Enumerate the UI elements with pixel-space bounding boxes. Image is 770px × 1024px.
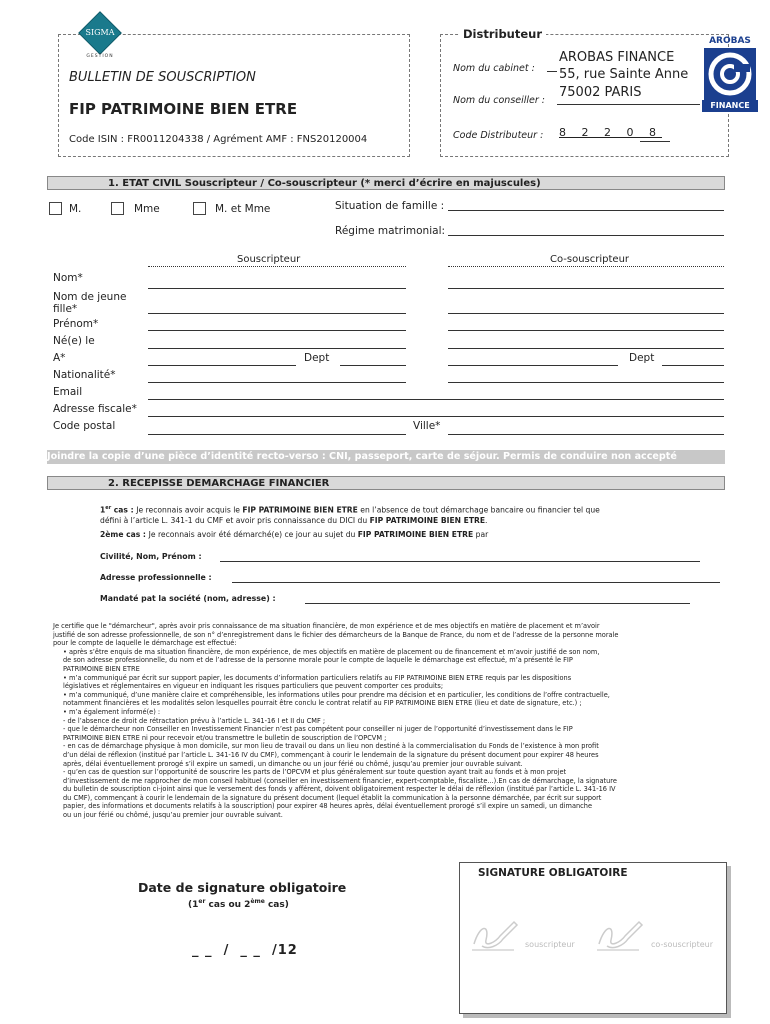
ville-line[interactable]: [448, 434, 724, 435]
prenom-souscripteur-line[interactable]: [148, 330, 406, 331]
a-souscripteur-line[interactable]: [148, 365, 296, 366]
distributor-address-3: 75002 PARIS: [559, 85, 642, 100]
code-distributeur-value[interactable]: 8 2 2 0 8: [559, 126, 662, 139]
date-signature-subtitle: [188, 898, 289, 910]
legal-line: d’investissement de me rapprocher de mon conseil habituel (conseiller en investissement financier, expert-comptable, fiscaliste...).En cas de démarchage, la signature: [63, 776, 617, 785]
date-sub-sup1: er: [198, 898, 206, 905]
dept-cosouscripteur-label: Dept: [629, 352, 655, 364]
id-document-notice: Joindre la copie d’une pièce d’identité recto-verso : CNI, passeport, carte de séjour. Permis de conduire non accepté: [47, 450, 725, 464]
sigma-text: SIGMA: [85, 28, 115, 37]
sigma-logo: [75, 10, 125, 60]
checkbox-m-label: M.: [69, 203, 82, 215]
field-a: A*: [53, 352, 66, 364]
fund-name: FIP PATRIMOINE BIEN ETRE: [69, 100, 298, 118]
checkbox-m-et-mme-label: M. et Mme: [215, 203, 271, 215]
case-2-end: par: [473, 530, 489, 539]
legal-line: PATRIMOINE BIEN ETRE: [63, 664, 140, 673]
arobas-logo-bottom: FINANCE: [702, 100, 758, 112]
adresse-fiscale-line[interactable]: [148, 416, 724, 417]
case-1-end: .: [485, 515, 488, 525]
date-signature-field[interactable]: _ _ / _ _ /12: [192, 943, 298, 958]
legal-line: pour le compte de laquelle le démarchage est effectué:: [53, 639, 237, 648]
field-nom: Nom*: [53, 272, 83, 284]
gestion-text: GESTION: [86, 54, 114, 59]
checkbox-m-et-mme[interactable]: [193, 202, 206, 215]
field-nationalite: Nationalité*: [53, 369, 116, 381]
situation-famille-label: Situation de famille :: [335, 200, 445, 212]
case-1-text-a: Je reconnais avoir acquis le: [136, 505, 243, 515]
cosouscripteur-signature-label: co-souscripteur: [651, 940, 714, 949]
nationalite-cosouscripteur-line[interactable]: [448, 382, 724, 383]
legal-line: • m’a communiqué, d’une manière claire et compréhensible, les informations utiles pour prendre ma décision et en particulier, les conditions de l’offre contractuelle,: [63, 690, 610, 699]
case-2-paragraph: [100, 530, 488, 539]
legal-line: PATRIMOINE BIEN ETRE ni pour recevoir et/ou transmettre le bulletin de souscription de l’OPCVM ;: [63, 733, 387, 742]
bulletin-title: BULLETIN DE SOUSCRIPTION: [69, 70, 256, 85]
dept-souscripteur-line[interactable]: [340, 365, 406, 366]
souscripteur-signature-icon: [470, 914, 520, 958]
field-prenom: Prénom*: [53, 318, 99, 330]
case-1-fund: FIP PATRIMOINE BIEN ETRE: [242, 505, 358, 515]
legal-line: après, délai éventuellement prorogé s’il expire un samedi, un dimanche ou un jour férié ou chômé, jusqu’au premier jour ouvrable suivant.: [63, 759, 523, 768]
code-distributeur-line: [640, 141, 670, 142]
col-souscripteur-rule: [148, 266, 406, 267]
legal-line: du CMF), commençant à courir le lendemain de la signature du présent document (lequel établit la communication à la personne démarchée, par écrit sur support: [63, 793, 602, 802]
date-sub-sup2: ème: [250, 898, 265, 905]
legal-line: de son adresse professionnelle, du nom et de l’adresse de la personne morale pour le compte de laquelle le démarchage est effectué, m’a présenté le FIP: [63, 656, 573, 665]
case-2-fund: FIP PATRIMOINE BIEN ETRE: [357, 530, 474, 539]
legal-text: [53, 622, 725, 820]
legal-line: d’un délai de réflexion (institué par l’article L. 341-16 IV du CMF), commençant à courir le lendemain de la signature du présent document pour expirer 48 heures: [63, 750, 599, 759]
date-sub-a: (1: [188, 900, 199, 910]
adresse-pro-line[interactable]: [232, 582, 720, 583]
checkbox-mme[interactable]: [111, 202, 124, 215]
arobas-logo-top: AROBAS: [709, 36, 751, 46]
col-souscripteur: Souscripteur: [237, 254, 301, 265]
dept-cosouscripteur-line[interactable]: [662, 365, 724, 366]
a-cosouscripteur-line[interactable]: [448, 365, 618, 366]
cabinet-label: Nom du cabinet :: [453, 63, 535, 74]
date-sub-c: cas): [264, 900, 289, 910]
nationalite-souscripteur-line[interactable]: [148, 382, 406, 383]
legal-line: - en cas de démarchage physique à mon domicile, sur mon lieu de travail ou dans un lieu non destiné à la commercialisation du Fonds de l’existence à mon profit: [63, 742, 599, 751]
ville-label: Ville*: [413, 420, 441, 432]
code-postal-line[interactable]: [148, 434, 406, 435]
civilite-label: Civilité, Nom, Prénom :: [100, 552, 202, 561]
code-distributeur-label: Code Distributeur :: [453, 130, 544, 141]
legal-line: - de l’absence de droit de rétractation prévu à l’article L. 341-16 I et II du CMF ;: [63, 716, 326, 725]
legal-line: • m’a également informé(e) :: [63, 707, 161, 716]
cabinet-line: [547, 71, 557, 72]
section-1-header: 1. ETAT CIVIL Souscripteur / Co-souscripteur (* merci d’écrire en majuscules): [47, 176, 725, 190]
legal-line: ou un jour férié ou chômé, jusqu’au premier jour ouvrable suivant.: [63, 811, 283, 820]
date-sub-b: cas ou 2: [205, 900, 251, 910]
case-1-paragraph: [100, 503, 710, 526]
regime-matrimonial-line[interactable]: [448, 235, 724, 236]
legal-line: notamment financières et les modalités selon lesquelles pourrait être conclu le contrat relatif au FIP PATRIMOINE BIEN ETRE (lieu et date de signature, etc.) ;: [63, 699, 582, 708]
email-line[interactable]: [148, 399, 724, 400]
distributeur-legend: Distributeur: [459, 27, 546, 41]
nom-jeune-fille-souscripteur-line[interactable]: [148, 313, 406, 314]
case-1-num: 1: [100, 505, 106, 515]
situation-famille-line[interactable]: [448, 210, 724, 211]
case-1-text-b: en l’absence de tout démarchage bancaire ou financier tel que: [357, 505, 600, 515]
legal-line: justifié de son adresse professionnelle, de son n° d’enregistrement dans le fichier des démarcheurs de la Banque de France, du nom et de l’adresse de la personne morale: [53, 630, 619, 639]
distributor-address-2: 55, rue Sainte Anne: [559, 67, 689, 82]
legal-line: législatives et réglementaires en vigueur en indiquant les risques particuliers que peuvent comporter ces produits;: [63, 682, 444, 691]
case-2-text: Je reconnais avoir été démarché(e) ce jour au sujet du: [148, 530, 358, 539]
col-cosouscripteur: Co-souscripteur: [550, 254, 630, 265]
col-cosouscripteur-rule: [448, 266, 724, 267]
legal-line: - que le démarcheur non Conseiller en Investissement Financier n’est pas compétent pour conseiller ni juger de l’opportunité d’investissement dans le FIP: [63, 725, 573, 734]
field-nom-jeune-fille: Nom de jeune fille*: [53, 291, 127, 315]
case-1-label: cas :: [111, 505, 137, 515]
legal-line: • après s’être enquis de ma situation financière, de mon expérience, de mes objectifs en matière de placement ou de financement et m’avoir justifié de son nom,: [63, 647, 600, 656]
nom-souscripteur-line[interactable]: [148, 288, 406, 289]
checkbox-mme-label: Mme: [134, 203, 160, 215]
civilite-line[interactable]: [220, 561, 700, 562]
legal-line: papier, des informations et documents relatifs à la souscription) pour expirer 48 heures après, délai éventuellement prorogé s’il expire un samedi, un dimanche: [63, 802, 593, 811]
case-1-fund-2: FIP PATRIMOINE BIEN ETRE: [369, 515, 486, 525]
legal-line: Je certifie que le "démarcheur", après avoir pris connaissance de ma situation financière, de mon expérience et de mes objectifs en matière de placement et m’avoir: [53, 622, 600, 630]
legal-line: du bulletin de souscription ci-joint ainsi que le versement des fonds y afférent, doivent obligatoirement respecter le délai de réflexion (institué par l’article L. 341-16 IV: [63, 785, 616, 794]
case-1-sup: er: [105, 505, 112, 511]
section-2-header: 2. RECEPISSE DEMARCHAGE FINANCIER: [47, 476, 725, 490]
dept-souscripteur-label: Dept: [304, 352, 330, 364]
date-signature-title: Date de signature obligatoire: [138, 880, 347, 895]
legal-line: - qu’en cas de question sur l’opportunité de souscrire les parts de l’OPCVM et plus généralement sur toute question ayant trait au fonds et à mon projet: [63, 768, 567, 777]
regime-matrimonial-label: Régime matrimonial:: [335, 225, 446, 237]
field-ne-le: Né(e) le: [53, 335, 95, 347]
cosouscripteur-signature-icon: [595, 914, 645, 958]
conseiller-line[interactable]: [557, 104, 700, 105]
conseiller-label: Nom du conseiller :: [453, 95, 546, 106]
arobas-finance-logo: [700, 36, 760, 114]
ne-le-souscripteur-line[interactable]: [148, 348, 406, 349]
legal-line: • m’a communiqué par écrit sur support papier, les documents d’information particuliers relatifs au FIP PATRIMOINE BIEN ETRE requis par les dispositions: [63, 673, 572, 682]
case-1-text-c: défini à l’article L. 341-1 du CMF et avoir pris connaissance du DICI du: [100, 515, 370, 525]
distributor-address-1: AROBAS FINANCE: [559, 50, 675, 65]
field-email: Email: [53, 386, 83, 398]
case-2-label: 2ème cas :: [100, 530, 149, 539]
mandate-label: Mandaté pat la société (nom, adresse) :: [100, 594, 276, 603]
ne-le-cosouscripteur-line[interactable]: [448, 348, 724, 349]
code-isin-line: Code ISIN : FR0011204338 / Agrément AMF : FNS20120004: [69, 134, 368, 145]
mandate-line[interactable]: [305, 603, 690, 604]
nom-cosouscripteur-line[interactable]: [448, 288, 724, 289]
nom-jeune-fille-cosouscripteur-line[interactable]: [448, 313, 724, 314]
souscripteur-signature-label: souscripteur: [525, 940, 575, 949]
adresse-pro-label: Adresse professionnelle :: [100, 573, 212, 582]
signature-box-title: SIGNATURE OBLIGATOIRE: [478, 867, 628, 879]
field-adresse-fiscale: Adresse fiscale*: [53, 403, 137, 415]
prenom-cosouscripteur-line[interactable]: [448, 330, 724, 331]
checkbox-m[interactable]: [49, 202, 62, 215]
field-code-postal: Code postal: [53, 420, 116, 432]
